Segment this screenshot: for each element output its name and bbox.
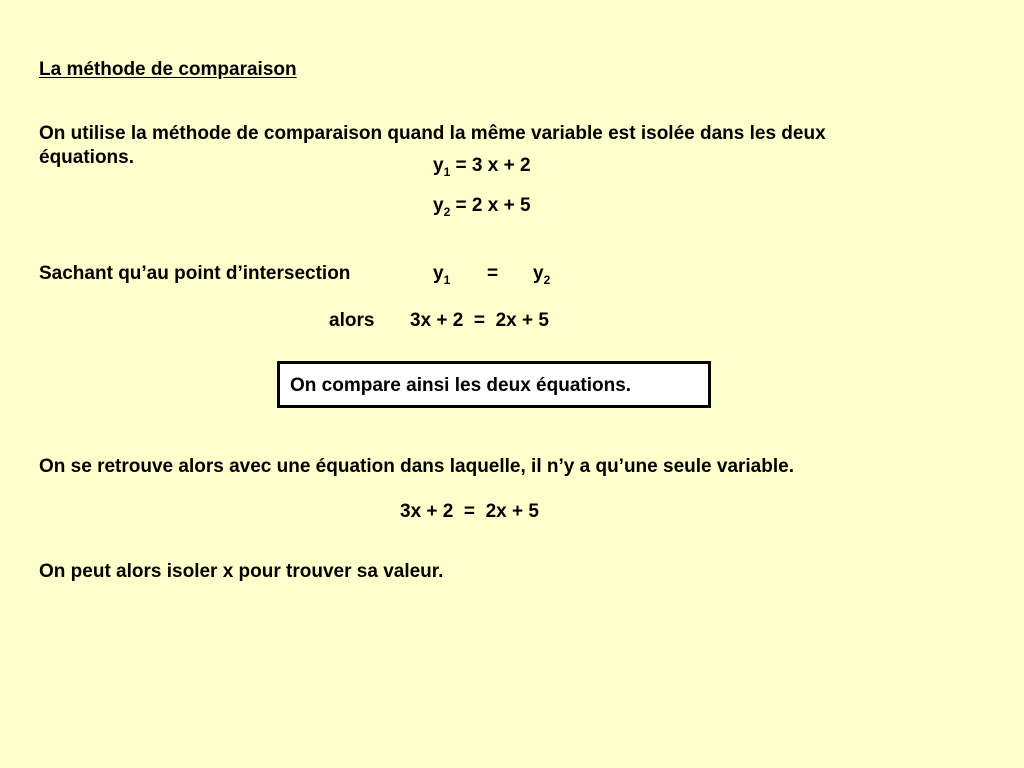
equation-y1	[433, 154, 531, 179]
equation-y2-subscript: 2	[443, 205, 451, 219]
equation-y1-var: y	[433, 155, 444, 176]
slide-title: La méthode de comparaison	[39, 59, 297, 80]
equation-y2-rhs: = 2 x + 5	[450, 195, 531, 216]
intersection-y1-subscript: 1	[443, 273, 451, 287]
conclusion-text: On peut alors isoler x pour trouver sa valeur.	[39, 561, 444, 582]
intersection-text: Sachant qu’au point d’intersection	[39, 263, 351, 284]
highlight-box-text: On compare ainsi les deux équations.	[290, 375, 632, 396]
intersection-y2	[533, 262, 550, 287]
intersection-y1-var: y	[433, 263, 444, 284]
alors-equation: 3x + 2 = 2x + 5	[410, 310, 549, 331]
combined-equation: 3x + 2 = 2x + 5	[400, 501, 539, 522]
highlight-box	[277, 361, 711, 408]
equation-y1-rhs: = 3 x + 2	[450, 155, 531, 176]
intersection-y2-subscript: 2	[543, 273, 551, 287]
intersection-y1	[433, 262, 450, 287]
equation-y2-var: y	[433, 195, 444, 216]
intersection-y2-var: y	[533, 263, 544, 284]
intersection-equals: =	[487, 263, 499, 284]
single-variable-text: On se retrouve alors avec une équation dans laquelle, il n’y a qu’une seule variable.	[39, 456, 794, 477]
equation-y2	[433, 194, 531, 219]
intro-paragraph: On utilise la méthode de comparaison quand la même variable est isolée dans les deux équations.	[39, 123, 826, 168]
equation-y1-subscript: 1	[443, 165, 451, 179]
alors-label: alors	[329, 310, 375, 331]
